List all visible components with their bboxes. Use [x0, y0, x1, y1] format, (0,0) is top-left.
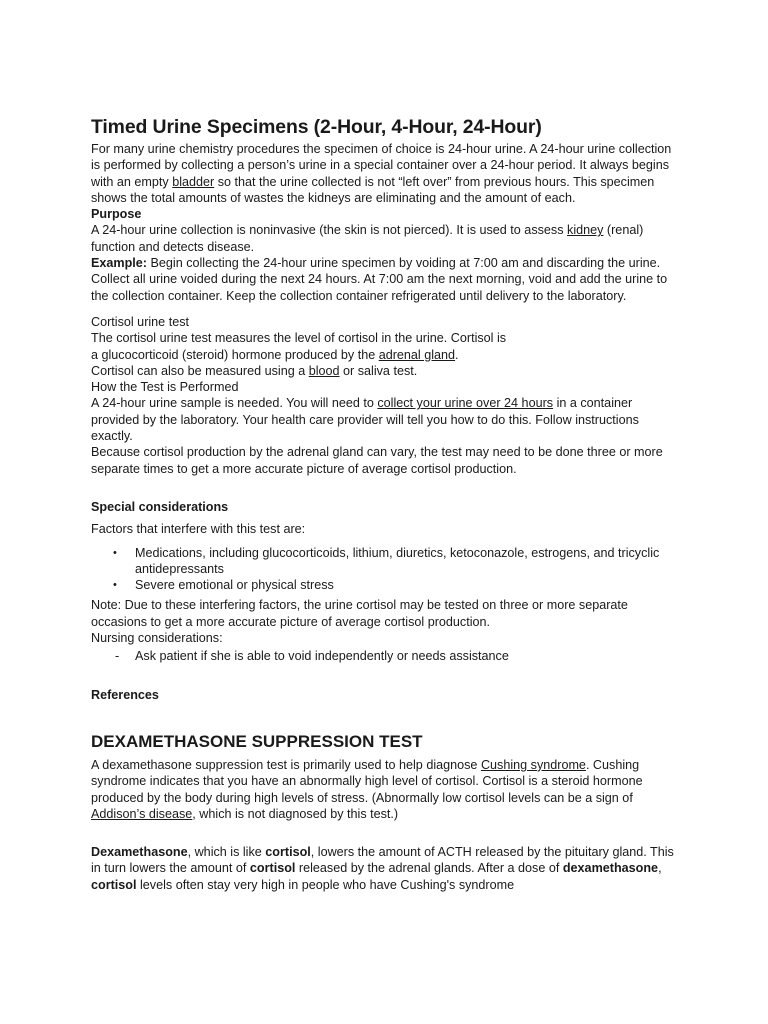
- list-item: - Ask patient if she is able to void independently or needs assistance: [91, 648, 681, 664]
- cortisol-line-3: [91, 363, 681, 379]
- example-paragraph: [91, 255, 681, 304]
- dex-p2-text: , lowers the amount of ACTH released by the pituitary gland. This in turn lowers the amount of: [91, 845, 674, 876]
- dex-p2-text: , which is like: [187, 845, 266, 860]
- purpose-paragraph: [91, 222, 681, 255]
- addisons-disease-link[interactable]: Addison’s disease: [91, 806, 193, 821]
- dex-p2-text: released by the adrenal glands. After a dose of: [295, 861, 563, 876]
- dex-p2-text: levels often stay very high in people who have Cushing's syndrome: [136, 877, 515, 892]
- example-label: Example:: [91, 256, 147, 271]
- cushing-syndrome-link[interactable]: Cushing syndrome: [480, 757, 586, 772]
- cortisol-line-2: [91, 347, 681, 363]
- references-heading: References: [91, 687, 159, 702]
- how-test-performed-heading: How the Test is Performed: [91, 380, 239, 395]
- cortisol-heading: Cortisol urine test: [91, 314, 189, 329]
- how-text-b: in a container provided by the laboratory. Your health care provider will tell you how to do this. Follow instructions exactly.: [91, 396, 639, 444]
- list-item: • Severe emotional or physical stress: [91, 577, 681, 593]
- intro-text-b: so that the urine collected is not “left over” from previous hours. This specimen shows the total amounts of wastes the kidneys are eliminating and the amount of each.: [91, 174, 655, 205]
- intro-text-a: For many urine chemistry procedures the specimen of choice is 24-hour urine. A 24-hour urine collection is performed by collecting a person’s urine in a special container over a 24-hour period. It always begins with an empty: [91, 142, 672, 189]
- factors-line: Factors that interfere with this test are:: [91, 522, 306, 537]
- intro-paragraph: [91, 141, 681, 206]
- list-item: • Medications, including glucocorticoids, lithium, diuretics, ketoconazole, estrogens, and tricyclic antidepressants: [91, 545, 681, 578]
- bladder-link[interactable]: bladder: [172, 174, 215, 189]
- dex-p1-b: . Cushing syndrome indicates that you have an abnormally high level of cortisol. Cortisol is a steroid hormone produced by the body during high levels of stress. (Abnormally low cortisol levels can be a sign of: [91, 757, 643, 805]
- note-paragraph: Note: Due to these interfering factors, the urine cortisol may be tested on three or more separate occasions to get a more accurate picture of average cortisol production.: [91, 598, 628, 629]
- cortisol-term: cortisol: [249, 861, 296, 876]
- collect-urine-link[interactable]: collect your urine over 24 hours: [377, 396, 554, 411]
- cortisol-line-3-a: Cortisol can also be measured using a: [91, 363, 309, 378]
- cortisol-line-1: The cortisol urine test measures the level of cortisol in the urine. Cortisol is: [91, 331, 507, 346]
- cortisol-line-3-b: or saliva test.: [339, 363, 418, 378]
- blood-link[interactable]: blood: [308, 363, 340, 378]
- example-text: Begin collecting the 24-hour urine specimen by voiding at 7:00 am and discarding the urine. Collect all urine voided during the next 24 hours. At 7:00 am the next morning, void and add the urine to the collection container. Keep the collection container refrigerated until delivery to the laboratory.: [91, 256, 668, 303]
- adrenal-gland-link[interactable]: adrenal gland: [378, 347, 456, 362]
- dex-p1-c: , which is not diagnosed by this test.): [192, 806, 399, 821]
- cortisol-term: cortisol: [91, 877, 137, 892]
- how-test-paragraph: [91, 395, 681, 444]
- section-title-dexamethasone: DEXAMETHASONE SUPPRESSION TEST: [91, 731, 423, 751]
- how-text-a: A 24-hour urine sample is needed. You will need to: [91, 396, 378, 411]
- dex-term: dexamethasone: [562, 861, 659, 876]
- interfering-factors-list: [91, 545, 681, 594]
- section-title-timed-urine: Timed Urine Specimens (2-Hour, 4-Hour, 24-Hour): [91, 116, 542, 138]
- dex-paragraph-1: [91, 757, 681, 822]
- cortisol-line-2-b: .: [455, 347, 459, 362]
- dex-term: Dexamethasone: [91, 845, 188, 860]
- document-content: [91, 115, 681, 893]
- cortisol-term: cortisol: [265, 845, 311, 860]
- dex-p1-a: A dexamethasone suppression test is primarily used to help diagnose: [91, 757, 481, 772]
- nursing-considerations-heading: Nursing considerations:: [91, 631, 223, 646]
- purpose-text-a: A 24-hour urine collection is noninvasive (the skin is not pierced). It is used to assess: [91, 223, 568, 238]
- cortisol-line-2-a: a glucocorticoid (steroid) hormone produced by the: [91, 347, 379, 362]
- dex-p2-text: ,: [658, 861, 662, 876]
- purpose-text-b: (renal) function and detects disease.: [91, 223, 644, 254]
- special-considerations-heading: Special considerations: [91, 499, 229, 514]
- purpose-heading: Purpose: [91, 207, 142, 222]
- nursing-considerations-list: [91, 648, 681, 664]
- kidney-link[interactable]: kidney: [567, 223, 604, 238]
- dex-paragraph-2: [91, 844, 681, 893]
- because-paragraph: Because cortisol production by the adrenal gland can vary, the test may need to be done three or more separate times to get a more accurate picture of average cortisol production.: [91, 445, 663, 476]
